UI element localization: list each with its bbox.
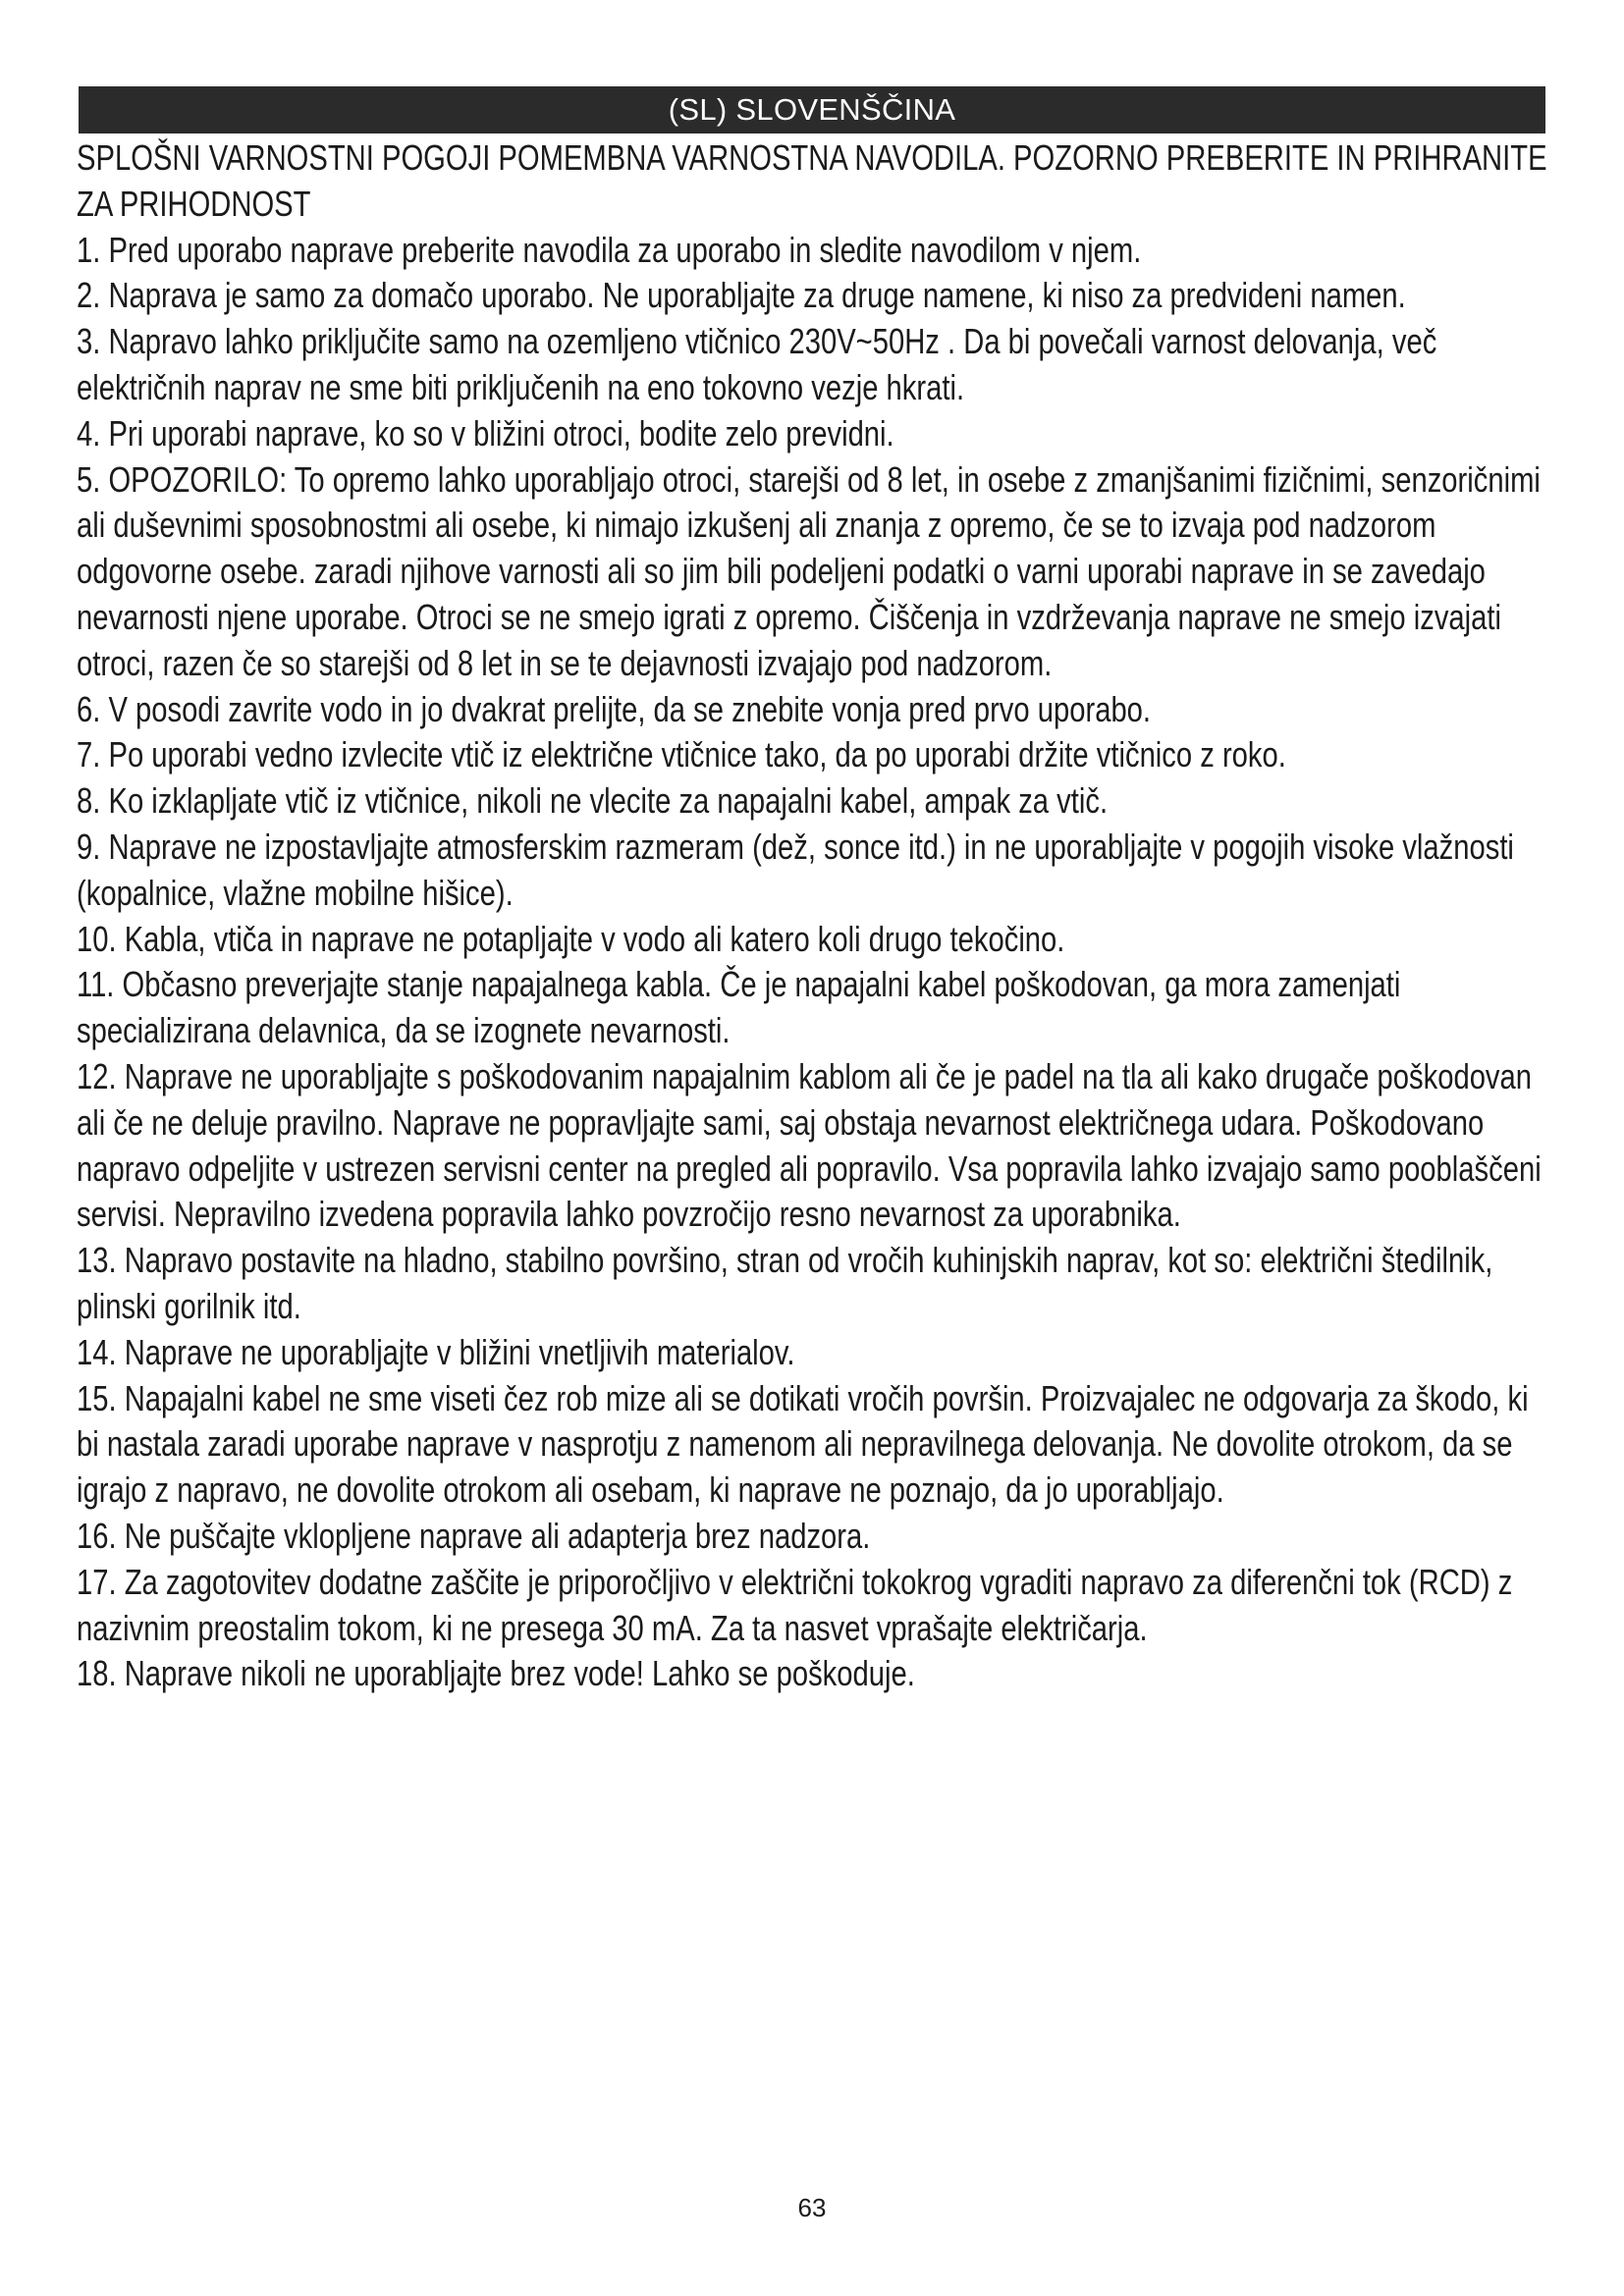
- instruction-item-8: 8. Ko izklapljate vtič iz vtičnice, nikoli ne vlecite za napajalni kabel, ampak za vtič.: [77, 780, 1109, 822]
- safety-instructions: [77, 135, 1549, 1697]
- instruction-item-4: 4. Pri uporabi naprave, ko so v bližini otroci, bodite zelo previdni.: [77, 412, 894, 454]
- instruction-item-12: 12. Naprave ne uporabljajte s poškodovanim napajalnim kablom ali če je padel na tla ali kako drugače poškodovan ali če ne deluje pravilno. Naprave ne popravljajte sami, saj obstaja nevarnost električnega udara. Poškodovano napravo odpeljite v ustrezen servisni center na pregled ali popravilo. Vsa popravila lahko izvajajo samo pooblaščeni servisi. Nepravilno izvedena popravila lahko povzročijo resno nevarnost za uporabnika.: [77, 1055, 1542, 1235]
- instruction-item-5: 5. OPOZORILO: To opremo lahko uporabljajo otroci, starejši od 8 let, in osebe z zmanjšanimi fizičnimi, senzoričnimi ali duševnimi sposobnostmi ali osebe, ki nimajo izkušenj ali znanja z opremo, če se to izvaja pod nadzorom odgovorne osebe. zaradi njihove varnosti ali so jim bili podeljeni podatki o varni uporabi naprave in se zavedajo nevarnosti njene uporabe. Otroci se ne smejo igrati z opremo. Čiščenja in vzdrževanja naprave ne smejo izvajati otroci, razen če so starejši od 8 let in se te dejavnosti izvajajo pod nadzorom.: [77, 458, 1541, 683]
- instruction-item-7: 7. Po uporabi vedno izvlecite vtič iz električne vtičnice tako, da po uporabi držite vtičnico z roko.: [77, 734, 1286, 775]
- page-number: 63: [797, 2193, 827, 2222]
- instruction-item-13: 13. Napravo postavite na hladno, stabilno površino, stran od vročih kuhinjskih naprav, kot so: električni štedilnik, plinski gorilnik itd.: [77, 1240, 1493, 1326]
- instruction-item-18: 18. Naprave nikoli ne uporabljajte brez vode! Lahko se poškoduje.: [77, 1653, 915, 1694]
- instruction-item-6: 6. V posodi zavrite vodo in jo dvakrat prelijte, da se znebite vonja pred prvo uporabo.: [77, 688, 1152, 729]
- section-title: SPLOŠNI VARNOSTNI POGOJI POMEMBNA VARNOSTNA NAVODILA. POZORNO PREBERITE IN PRIHRANITE ZA PRIHODNOST: [77, 137, 1547, 224]
- instruction-item-2: 2. Naprava je samo za domačo uporabo. Ne uporabljajte za druge namene, ki niso za predvideni namen.: [77, 275, 1406, 316]
- instruction-item-10: 10. Kabla, vtiča in naprave ne potapljajte v vodo ali katero koli drugo tekočino.: [77, 918, 1065, 959]
- instruction-item-3: 3. Napravo lahko priključite samo na ozemljeno vtičnico 230V~50Hz . Da bi povečali varnost delovanja, več električnih naprav ne sme biti priključenih na eno tokovno vezje hkrati.: [77, 321, 1437, 407]
- instruction-item-14: 14. Naprave ne uporabljajte v bližini vnetljivih materialov.: [77, 1331, 795, 1372]
- instruction-item-17: 17. Za zagotovitev dodatne zaščite je priporočljivo v električni tokokrog vgraditi napravo za diferenčni tok (RCD) z nazivnim preostalim tokom, ki ne presega 30 mA. Za ta nasvet vprašajte električarja.: [77, 1561, 1513, 1648]
- language-header-bar: (SL) SLOVENŠČINA: [79, 86, 1545, 133]
- instruction-item-16: 16. Ne puščajte vklopljene naprave ali adapterja brez nadzora.: [77, 1515, 871, 1556]
- instruction-item-1: 1. Pred uporabo naprave preberite navodila za uporabo in sledite navodilom v njem.: [77, 229, 1142, 270]
- instruction-item-9: 9. Naprave ne izpostavljajte atmosferskim razmeram (dež, sonce itd.) in ne uporabljajte v pogojih visoke vlažnosti (kopalnice, vlažne mobilne hišice).: [77, 826, 1514, 913]
- instruction-item-11: 11. Občasno preverjajte stanje napajalnega kabla. Če je napajalni kabel poškodovan, ga mora zamenjati specializirana delavnica, da se izognete nevarnosti.: [77, 964, 1401, 1051]
- instruction-item-15: 15. Napajalni kabel ne sme viseti čez rob mize ali se dotikati vročih površin. Proizvajalec ne odgovarja za škodo, ki bi nastala zaradi uporabe naprave v nasprotju z namenom ali nepravilnega delovanja. Ne dovolite otrokom, da se igrajo z napravo, ne dovolite otrokom ali osebam, ki naprave ne poznajo, da jo uporabljajo.: [77, 1377, 1529, 1511]
